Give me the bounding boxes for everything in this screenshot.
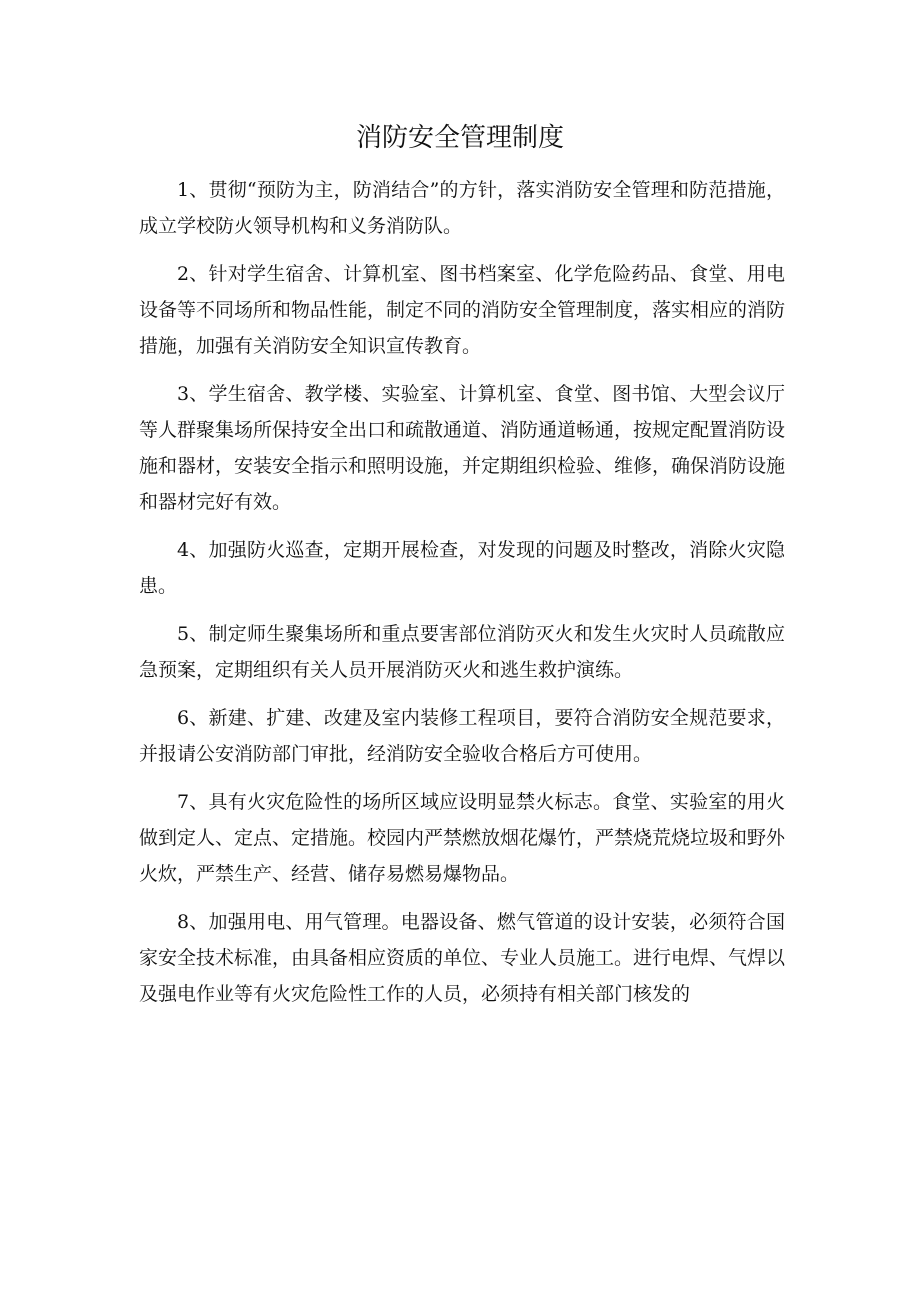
paragraph-6: 6、新建、扩建、改建及室内装修工程项目，要符合消防安全规范要求，并报请公安消防部门审批，经消防安全验收合格后方可使用。 <box>139 707 785 765</box>
document-title: 消防安全管理制度 <box>355 123 564 153</box>
document-body <box>139 172 785 1024</box>
paragraph-5: 5、制定师生聚集场所和重点要害部位消防灭火和发生火灾时人员疏散应急预案，定期组织有关人员开展消防灭火和逃生救护演练。 <box>139 623 785 681</box>
paragraph-8: 8、加强用电、用气管理。电器设备、燃气管道的设计安装，必须符合国家安全技术标准，由具备相应资质的单位、专业人员施工。进行电焊、气焊以及强电作业等有火灾危险性工作的人员，必须持有相关部门核发的 <box>139 911 786 1005</box>
paragraph-4: 4、加强防火巡查，定期开展检查，对发现的问题及时整改，消除火灾隐患。 <box>139 539 785 597</box>
paragraph-7: 7、具有火灾危险性的场所区域应设明显禁火标志。食堂、实验室的用火做到定人、定点、定措施。校园内严禁燃放烟花爆竹，严禁烧荒烧垃圾和野外火炊，严禁生产、经营、储存易燃易爆物品。 <box>139 791 786 885</box>
paragraph-1: 1、贯彻“预防为主，防消结合”的方针，落实消防安全管理和防范措施，成立学校防火领导机构和义务消防队。 <box>139 179 785 237</box>
paragraph-3: 3、学生宿舍、教学楼、实验室、计算机室、食堂、图书馆、大型会议厅等人群聚集场所保持安全出口和疏散通道、消防通道畅通，按规定配置消防设施和器材，安装安全指示和照明设施，并定期组织检验、维修，确保消防设施和器材完好有效。 <box>139 383 786 513</box>
paragraph-2: 2、针对学生宿舍、计算机室、图书档案室、化学危险药品、食堂、用电设备等不同场所和物品性能，制定不同的消防安全管理制度，落实相应的消防措施，加强有关消防安全知识宣传教育。 <box>139 263 786 357</box>
